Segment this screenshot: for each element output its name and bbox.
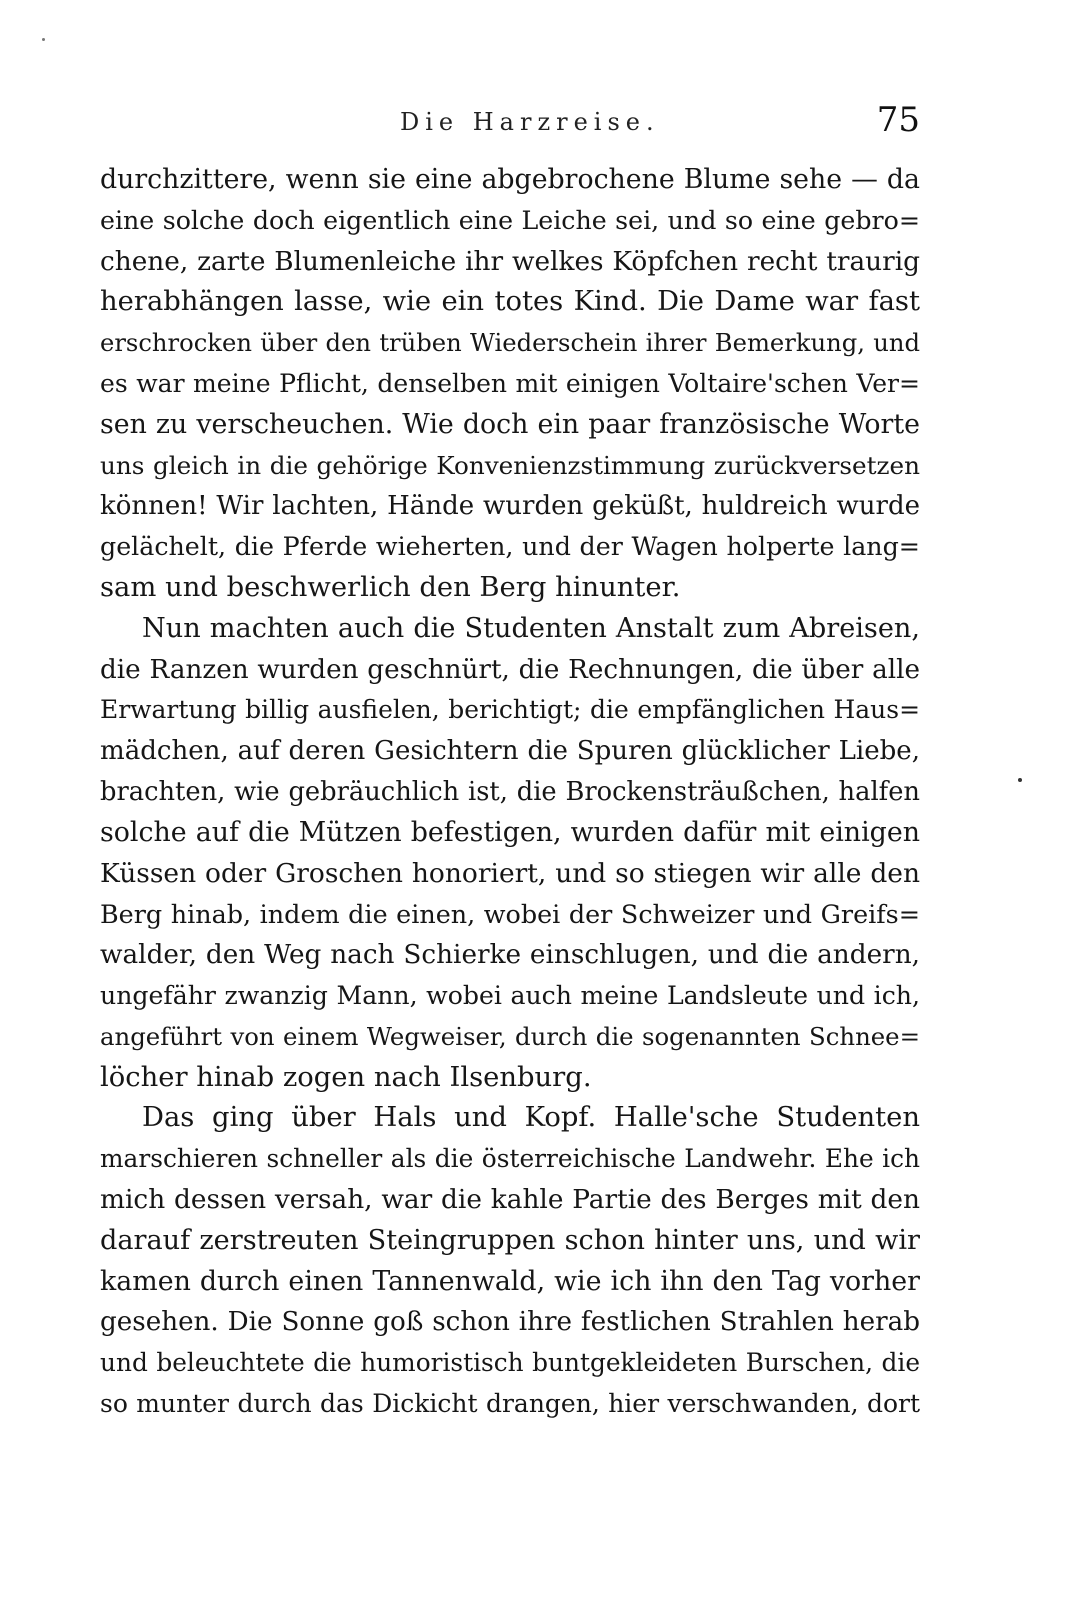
page-number: 75 xyxy=(876,100,920,140)
text-line: Küssen oder Groschen honoriert, und so stiegen wir alle den xyxy=(100,857,920,889)
text-line: marschieren schneller als die österreichische Landwehr. Ehe ich xyxy=(100,1144,920,1174)
text-line: gelächelt, die Pferde wieherten, und der Wagen holperte lang= xyxy=(100,532,920,562)
text-line: chene, zarte Blumenleiche ihr welkes Köpfchen recht traurig xyxy=(100,246,920,277)
text-line: uns gleich in die gehörige Konvenienzstimmung zurückversetzen xyxy=(100,450,920,480)
paragraph-3 xyxy=(100,1098,920,1424)
text-line: herabhängen lasse, wie ein totes Kind. Die Dame war fast xyxy=(100,286,920,318)
text-line: solche auf die Mützen befestigen, wurden dafür mit einigen xyxy=(100,816,920,848)
paragraph-1 xyxy=(100,160,920,609)
text-line: gesehen. Die Sonne goß schon ihre festlichen Strahlen herab xyxy=(100,1307,920,1338)
page-header xyxy=(100,100,920,150)
paragraph-2 xyxy=(100,609,920,1099)
text-line: Das ging über Hals und Kopf. Halle'sche Studenten xyxy=(142,1102,920,1134)
text-line: mich dessen versah, war die kahle Partie des Berges mit den xyxy=(100,1184,920,1215)
text-line: walder, den Weg nach Schierke einschlugen, und die andern, xyxy=(100,940,920,971)
text-line: sen zu verscheuchen. Wie doch ein paar französische Worte xyxy=(100,408,920,440)
text-line: so munter durch das Dickicht drangen, hier verschwanden, dort xyxy=(100,1388,920,1418)
paper-speck xyxy=(1018,778,1022,782)
body-text xyxy=(100,160,920,1425)
text-line: kamen durch einen Tannenwald, wie ich ihn den Tag vorher xyxy=(100,1265,920,1297)
text-line: darauf zerstreuten Steingruppen schon hinter uns, und wir xyxy=(100,1224,920,1256)
text-line: und beleuchtete die humoristisch buntgekleideten Burschen, die xyxy=(100,1348,920,1378)
text-line: durchzittere, wenn sie eine abgebrochene Blume sehe — da xyxy=(100,164,920,195)
text-line: mädchen, auf deren Gesichtern die Spuren glücklicher Liebe, xyxy=(100,736,920,767)
text-line: die Ranzen wurden geschnürt, die Rechnungen, die über alle xyxy=(100,654,920,685)
text-line: es war meine Pflicht, denselben mit einigen Voltaire'schen Ver= xyxy=(100,368,920,398)
text-line: sam und beschwerlich den Berg hinunter. xyxy=(100,571,681,603)
running-title: Die Harzreise. xyxy=(400,108,660,136)
paper-speck xyxy=(42,38,45,41)
text-line: angeführt von einem Wegweiser, durch die sogenannten Schnee= xyxy=(100,1021,920,1051)
text-line: ungefähr zwanzig Mann, wobei auch meine Landsleute und ich, xyxy=(100,980,920,1010)
text-line: können! Wir lachten, Hände wurden geküßt, huldreich wurde xyxy=(100,491,920,522)
text-line: löcher hinab zogen nach Ilsenburg. xyxy=(100,1061,592,1093)
text-line: Erwartung billig ausfielen, berichtigt; die empfänglichen Haus= xyxy=(100,695,920,725)
text-line: brachten, wie gebräuchlich ist, die Brockensträußchen, halfen xyxy=(100,776,920,807)
text-line: erschrocken über den trüben Wiederschein ihrer Bemerkung, und xyxy=(100,328,920,358)
text-line: Berg hinab, indem die einen, wobei der Schweizer und Greifs= xyxy=(100,899,920,930)
text-line: Nun machten auch die Studenten Anstalt zum Abreisen, xyxy=(142,612,920,644)
text-line: eine solche doch eigentlich eine Leiche sei, und so eine gebro= xyxy=(100,205,920,235)
